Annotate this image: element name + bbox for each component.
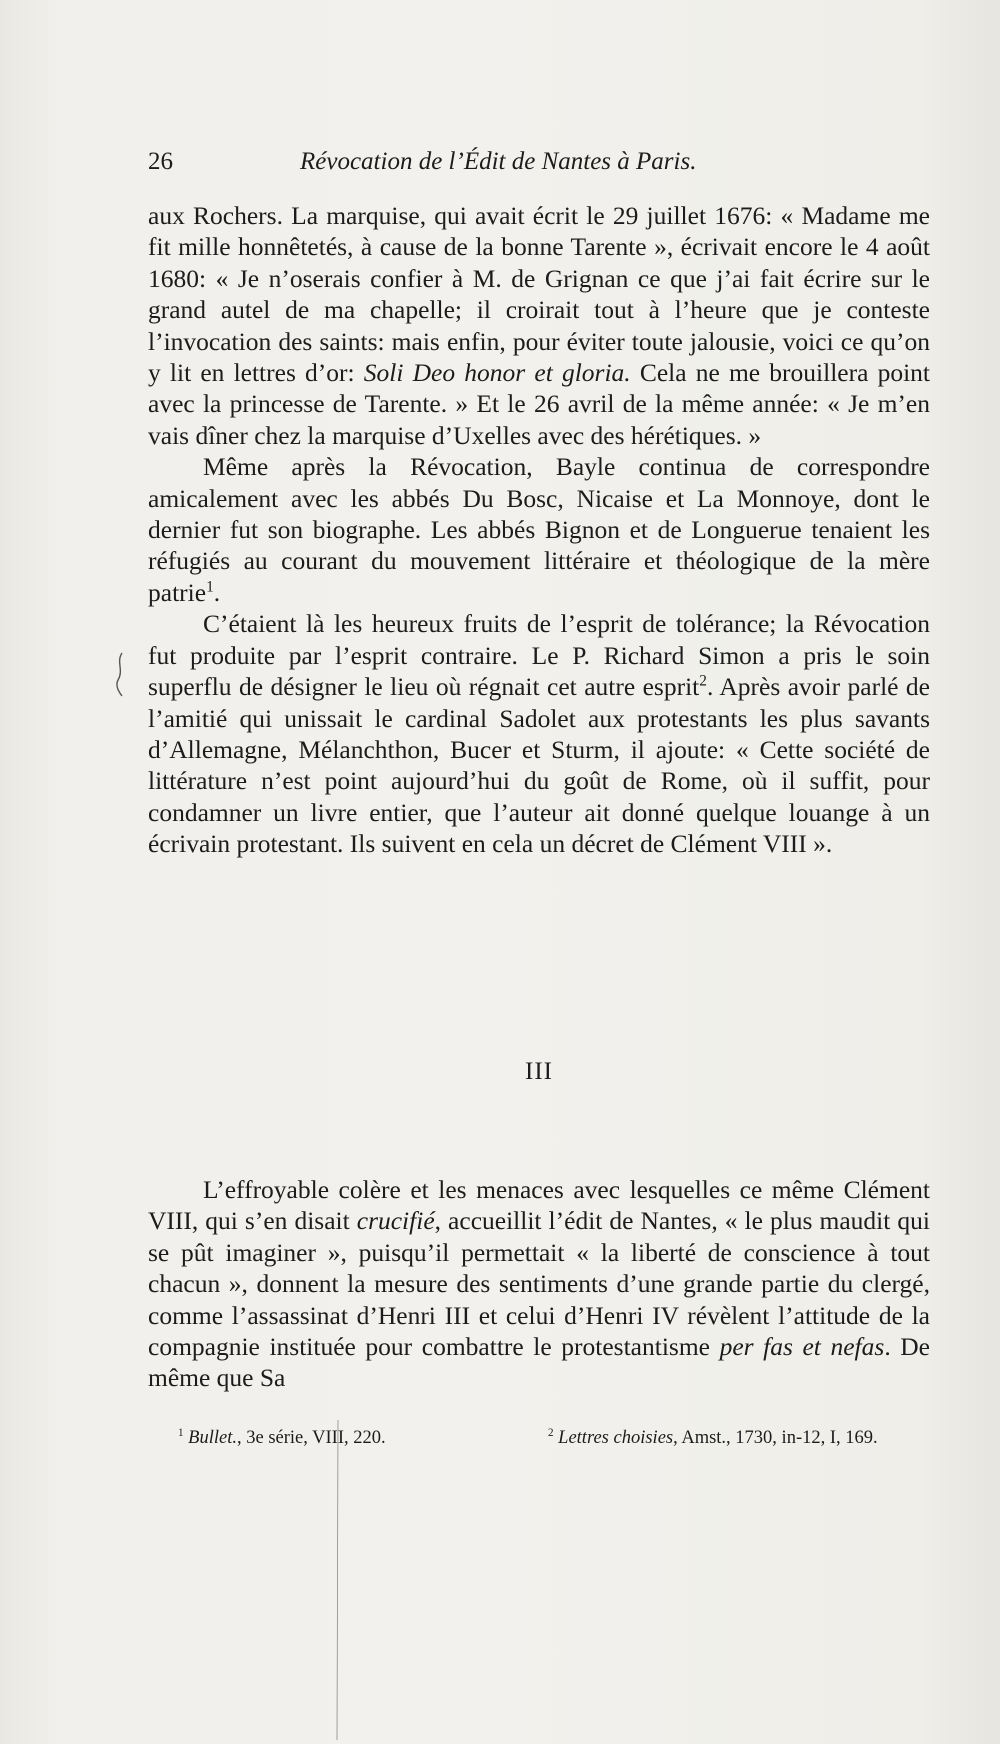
footnote-1 — [178, 1425, 508, 1451]
per-fas-italic: per fas et nefas — [719, 1332, 885, 1362]
paragraph-3: C’étaient là les heureux fruits de l’esprit de tolérance; la Révocation fut produite par l’esprit contraire. Le P. Richard Simon a pris le soin superflu de désigner le lieu où régnait cet autre esprit$^2$. Après avoir parlé de l’amitié qui unissait le cardinal Sadolet aux protestants les plus savants d’Allemagne, Mélanchthon, Bucer et Sturm, il ajoute: « Cette société de littérature n’est point aujourd’hui du goût de Rome, où il suffit, pour condamner un livre entier, que l’auteur ait donné quelque louange à un écrivain protestant. Ils suivent en cela un décret de Clément VIII ». — [148, 609, 930, 859]
section-paragraph-1: L’effroyable colère et les menaces avec lesquelles ce même Clément VIII, qui s’en disait crucifié, accueillit l’édit de Nantes, « le plus maudit qui se pût imaginer », puisqu’il permettait « la liberté de conscience à tout chacun », donnent la mesure des sentiments d’une grande partie du clergé, comme l’assassinat d’Henri III et celui d’Henri IV révèlent l’attitude de la compagnie instituée pour combattre le protestantisme per fas et nefas. De même que Sa — [148, 1175, 931, 1393]
footnote-1-rest: , 3e série, VIII, 220. — [236, 1428, 386, 1448]
section-body-text — [148, 1174, 930, 1394]
stray-pencil-line — [335, 1420, 341, 1740]
motto-italic: Soli Deo honor et gloria. — [363, 358, 631, 388]
footnote-marker-1: 1 — [178, 1426, 184, 1439]
body-text — [148, 200, 930, 860]
footnote-1-source: Bullet. — [188, 1428, 237, 1448]
page-number: 26 — [148, 148, 173, 175]
footnote-ref-1[interactable]: 1 — [206, 578, 214, 596]
paragraph-1: aux Rochers. La marquise, qui avait écrit le 29 juillet 1676: « Madame me fit mille honnêtetés, à cause de la bonne Tarente », écrivait encore le 4 août 1680: « Je n’oserais confier à M. de Grignan ce que j’ai fait écrire sur le grand autel de ma chapelle; il croirait tout à l’heure que je conteste l’invocation des saints: mais enfin, pour éviter toute jalousie, voici ce qu’on y lit en lettres d’or: Soli Deo honor et gloria. Cela ne me brouillera point avec la princesse de Tarente. » Et le 26 avril de la même année: « Je m’en vais dîner chez la marquise d’Uxelles avec des hérétiques. » — [148, 201, 931, 450]
pencil-mark-icon — [110, 650, 130, 700]
footnote-marker-2: 2 — [548, 1426, 554, 1439]
running-header — [148, 148, 928, 188]
footnote-2-source: Lettres choisies — [558, 1428, 674, 1448]
margin-annotation — [110, 650, 130, 700]
paragraph-2: Même après la Révocation, Bayle continua de correspondre amicalement avec les abbés Du Bosc, Nicaise et La Monnoye, dont le dernier fut son biographe. Les abbés Bignon et de Longuerue tenaient les réfugiés au courant du mouvement littéraire et théologique de la mère patrie$^1$. — [148, 452, 930, 607]
running-title: Révocation de l’Édit de Nantes à Paris. — [300, 148, 697, 175]
footnote-2 — [548, 1425, 930, 1451]
crucifie-italic: crucifié — [356, 1206, 435, 1236]
footnote-ref-2[interactable]: 2 — [699, 672, 707, 690]
footnote-2-rest: , Amst., 1730, in-12, I, 169. — [673, 1428, 878, 1448]
section-heading: III — [525, 1058, 553, 1085]
